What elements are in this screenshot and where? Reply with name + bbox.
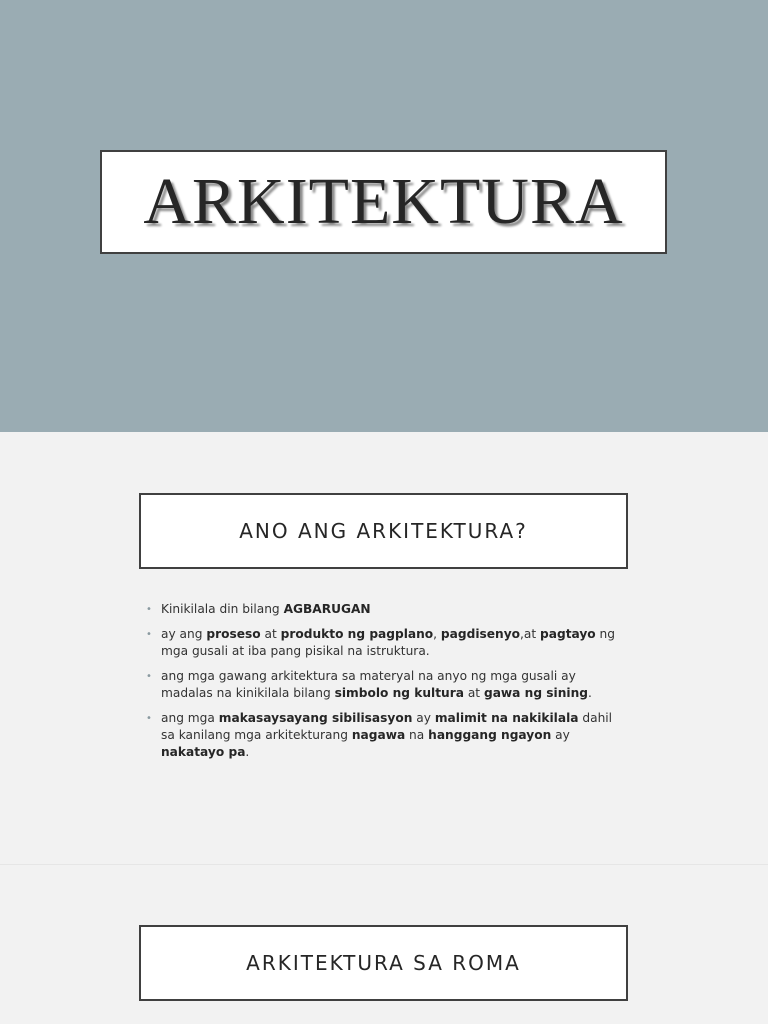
bullet-text: ang mga <box>161 711 219 725</box>
heading-box <box>139 493 628 569</box>
bullet-text: dahil sa kanilang mga arkitekturang <box>161 711 613 742</box>
bullet-bold-text: pagdisenyo <box>440 627 521 641</box>
bullet-marker: • <box>146 713 152 724</box>
bullet-bold-text: simbolo ng kultura <box>334 686 464 700</box>
bullet-bold-text: nakatayo pa <box>161 745 246 759</box>
bullet-marker: • <box>146 629 152 640</box>
bullet-text: . <box>245 745 250 759</box>
bullet-bold-text: nagawa <box>351 728 406 742</box>
bullet-item <box>146 710 618 761</box>
bullet-text: ay ang <box>161 627 207 641</box>
bullet-list <box>146 601 618 769</box>
bullet-item <box>146 626 618 660</box>
bullet-text: ay <box>551 728 570 742</box>
heading-box <box>139 925 628 1001</box>
bullet-text: ay <box>412 711 435 725</box>
content-slide-ano-ang-arkitektura <box>0 432 768 865</box>
bullet-bold-text: proseso <box>206 627 261 641</box>
bullet-bold-text: malimit na nakikilala <box>434 711 579 725</box>
title-slide <box>0 0 768 432</box>
slide-heading: ANO ANG ARKITEKTURA? <box>239 519 528 543</box>
bullet-bold-text: produkto ng pagplano <box>280 627 434 641</box>
bullet-text: ng mga gusali at iba pang pisikal na istruktura. <box>161 627 616 658</box>
bullet-item <box>146 668 618 702</box>
bullet-marker: • <box>146 671 152 682</box>
slide-heading: ARKITEKTURA SA ROMA <box>246 951 521 975</box>
bullet-text: at <box>260 627 281 641</box>
bullet-bold-text: pagtayo <box>540 627 596 641</box>
bullet-text: at <box>463 686 484 700</box>
bullet-text: ang mga gawang arkitektura sa materyal na anyo ng mga gusali ay madalas na kinikilala bilang <box>161 669 576 700</box>
bullet-text: , <box>433 627 441 641</box>
bullet-bold-text: gawa ng sining <box>483 686 588 700</box>
bullet-bold-text: hanggang ngayon <box>428 728 552 742</box>
bullet-marker: • <box>146 604 152 615</box>
bullet-item <box>146 601 618 618</box>
bullet-text: Kinikilala din bilang <box>161 602 284 616</box>
bullet-bold-text: makasaysayang sibilisasyon <box>218 711 413 725</box>
slide-title: ARKITEKTURA <box>143 165 624 238</box>
bullet-text: ,at <box>520 627 541 641</box>
bullet-text: na <box>405 728 429 742</box>
content-slide-arkitektura-sa-roma <box>0 865 768 1024</box>
title-box <box>100 150 667 254</box>
bullet-bold-text: AGBARUGAN <box>283 602 371 616</box>
bullet-text: . <box>587 686 592 700</box>
